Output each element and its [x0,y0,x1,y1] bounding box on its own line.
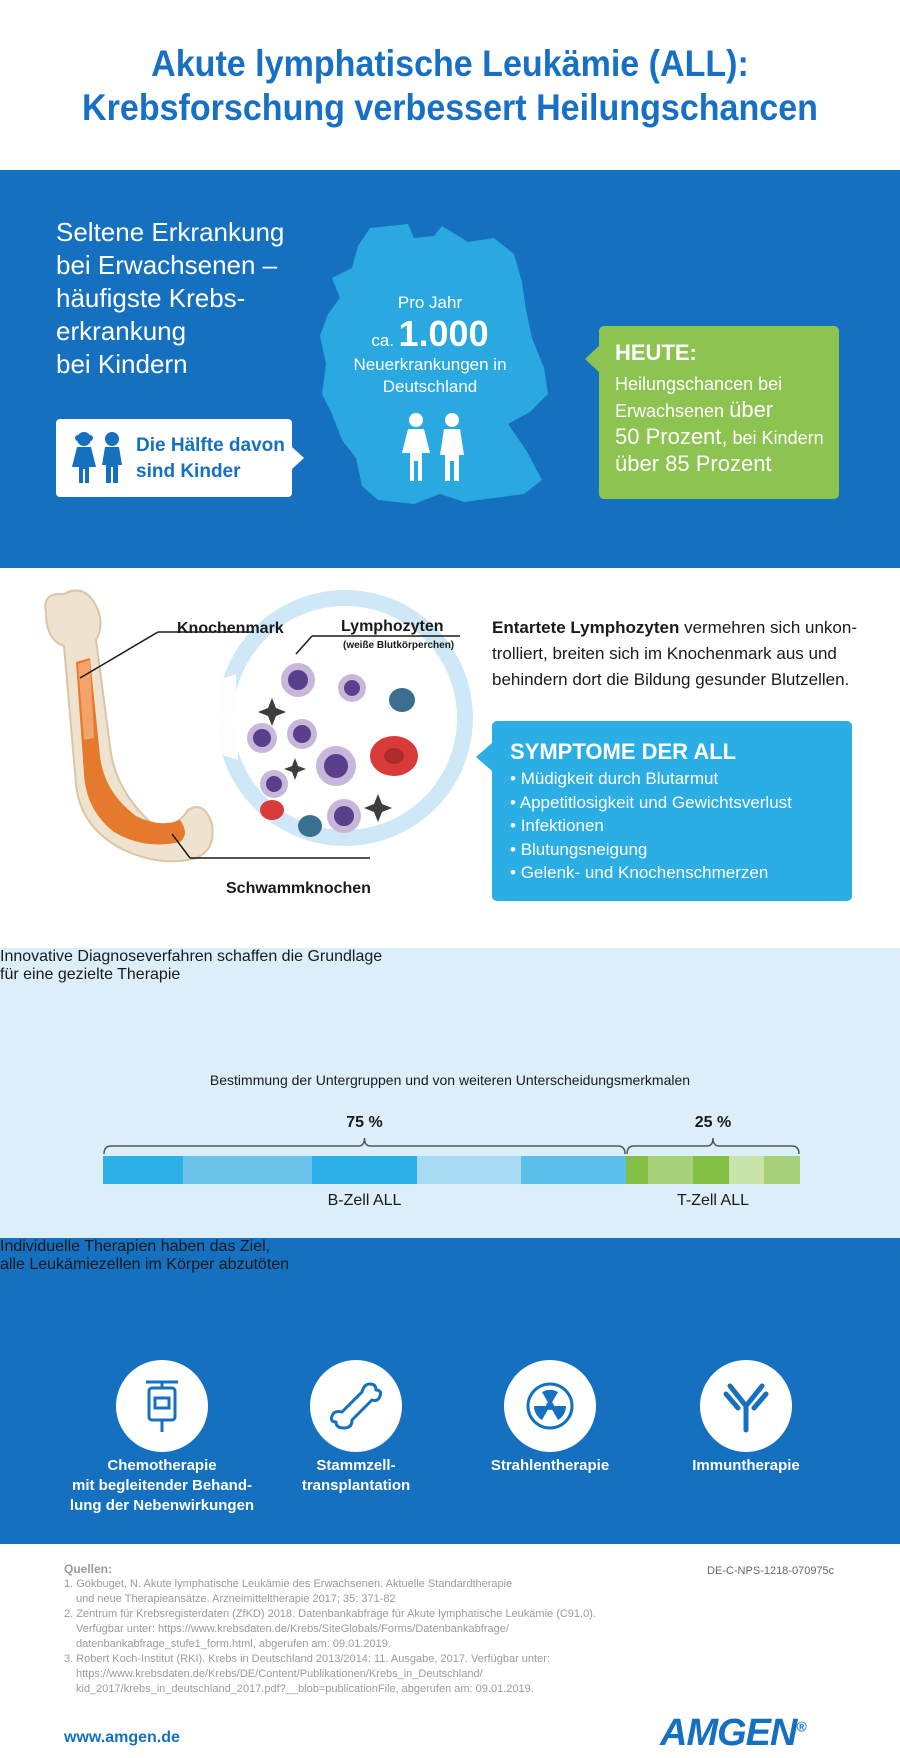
symptom-item: • Blutungsneigung [510,838,792,862]
logo-mark: ® [796,1718,806,1735]
logo-text: AMGEN [660,1712,797,1754]
t-cell-segment [626,1156,800,1184]
symptom-item: • Gelenk- und Knochenschmerzen [510,861,792,885]
source-line: kid_2017/krebs_in_deutschland_2017.pdf?__blob=publicationFile, abgerufen am: 09.01.2019. [76,1683,534,1695]
symptom-item: • Infektionen [510,814,792,838]
therapy-immuno [646,1456,846,1476]
source-line: und neue Therapieansätze. Arzneimitteltherapie 2017; 35: 371-82 [76,1593,396,1605]
label-lymphozyten: Lymphozyten [341,618,444,635]
intro-text [56,216,284,381]
label-lymphozyten-sub: (weiße Blutkörperchen) [343,640,455,651]
map-pro-jahr: Pro Jahr [397,293,463,312]
b-cell-percent: 75 % [346,1114,383,1131]
intro-line: erkrankung [56,316,187,346]
source-line: datenbankabfrage_stufe1_form.html, abgerufen am: 09.01.2019. [76,1638,391,1650]
source-line: 3. Robert Koch-Institut (RKI). Krebs in Deutschland 2013/2014: 11. Ausgabe, 2017. Verfügbar unter: [64,1653,550,1665]
t-cell-bracket [627,1138,799,1154]
antibody-icon [716,1376,776,1436]
today-title: HEUTE: [615,340,697,365]
source-line: 1. Gökbuget, N. Akute lymphatische Leukämie des Erwachsenen. Aktuelle Standardtherapie [64,1578,513,1590]
kids-callout [56,419,292,497]
today-text [615,372,835,478]
therapy-label: Strahlentherapie [490,1457,610,1474]
map-line-3: Neuerkrankungen in [353,355,507,374]
today-big-2: 50 Prozent, [615,424,728,449]
kids-label [136,433,285,485]
today-big-1: über [729,397,774,422]
subtype-bar [103,1156,800,1184]
t-cell-label: T-Zell ALL [676,1192,750,1209]
therapy-label: Chemotherapie [107,1457,217,1474]
label-schwammknochen: Schwammknochen [226,880,371,897]
symptoms-box [492,721,852,901]
desc-text: vermehren sich unkon-trolliert, breiten sich im Knochenmark aus und behindern dort die Bildung gesunder Blutzellen. [492,618,857,689]
therapy-stemcell [256,1456,456,1496]
page-header [0,0,900,170]
radiation-icon [520,1376,580,1436]
intro-line: häufigste Krebs- [56,283,246,313]
b-cell-segment [103,1156,626,1184]
today-text-1: Heilungschancen bei [615,374,783,394]
intro-line: bei Erwachsenen – [56,250,278,280]
source-line: Verfügbar unter: https://www.krebsdaten.de/Krebs/SiteGlobals/Forms/Datenbankabfrage/ [76,1623,509,1635]
callout-pointer [585,346,599,372]
t-cell-percent: 25 % [694,1114,732,1131]
diagnosis-subheading: Bestimmung der Untergruppen und von weiteren Unterscheidungsmerkmalen [209,1072,691,1088]
kids-line-2: sind Kinder [136,461,241,482]
sources-title: Quellen: [64,1562,113,1576]
today-big-3: über 85 Prozent [615,451,772,476]
callout-pointer [476,743,492,771]
map-line-4: Deutschland [382,377,478,396]
share-brackets [103,1136,800,1156]
intro-line: bei Kindern [56,349,188,379]
therapy-sublabel: lung der Nebenwirkungen [69,1497,255,1514]
sources [64,1562,634,1697]
immunotherapy-badge [700,1360,792,1452]
therapy-heading [0,1238,900,1274]
therapy-heading-2: alle Leukämiezellen im Körper abzutöten [0,1256,290,1273]
bone-icon [326,1376,386,1436]
therapy-label: Immuntherapie [692,1457,800,1474]
children-icon [68,431,130,485]
amgen-logo [660,1712,806,1755]
therapy-label: Stammzell- [316,1457,396,1474]
today-text-2: Erwachsenen [615,401,725,421]
callout-pointer [292,447,304,469]
website-link[interactable]: www.amgen.de [64,1729,180,1746]
kids-line-1: Die Hälfte davon [136,435,285,456]
symptom-item: • Appetitlosigkeit und Gewichtsverlust [510,791,792,815]
zoom-beam [106,674,238,760]
iv-bag-icon [132,1376,192,1436]
symptom-item: • Müdigkeit durch Blutarmut [510,767,792,791]
stemcell-badge [310,1360,402,1452]
symptoms-list [510,767,792,885]
disease-description [492,615,862,693]
therapy-heading-1: Individuelle Therapien haben das Ziel, [0,1238,271,1255]
page-title [36,0,864,130]
b-cell-label: B-Zell ALL [327,1192,402,1209]
document-code: DE-C-NPS-1218-070975c [707,1565,835,1577]
map-stats [300,292,560,398]
label-knochenmark: Knochenmark [177,620,284,637]
therapy-chemo [62,1456,262,1516]
today-callout [599,326,839,499]
intro-line: Seltene Erkrankung [56,217,285,247]
desc-bold: Entartete Lymphozyten [492,618,680,637]
child-figures-icon [400,412,470,484]
b-cell-bracket [104,1138,625,1154]
map-count-line [300,314,560,354]
map-ca: ca. [371,331,395,350]
title-line-2: Krebsforschung verbessert Heilungschancen [82,87,818,128]
diagnosis-heading-2: für eine gezielte Therapie [0,966,181,983]
source-line: 2. Zentrum für Krebsregisterdaten (ZfKD) 2018. Datenbankabfrage für Akute lymphatische Leukämie (C91.0). [64,1608,596,1620]
map-number: 1.000 [398,313,489,354]
therapy-radiation [450,1456,650,1476]
source-line: https://www.krebsdaten.de/Krebs/DE/Content/Publikationen/Krebs_in_Deutschland/ [76,1668,483,1680]
title-line-1: Akute lymphatische Leukämie (ALL): [151,43,749,84]
today-text-3: bei Kindern [732,428,824,448]
radiation-badge [504,1360,596,1452]
therapy-sublabel: mit begleitender Behand- [71,1477,253,1494]
chemotherapy-badge [116,1360,208,1452]
symptoms-title: SYMPTOME DER ALL [510,739,737,764]
diagnosis-heading-1: Innovative Diagnoseverfahren schaffen die Grundlage [0,948,383,965]
diagnosis-heading [0,948,900,984]
therapy-sublabel: transplantation [301,1477,411,1494]
